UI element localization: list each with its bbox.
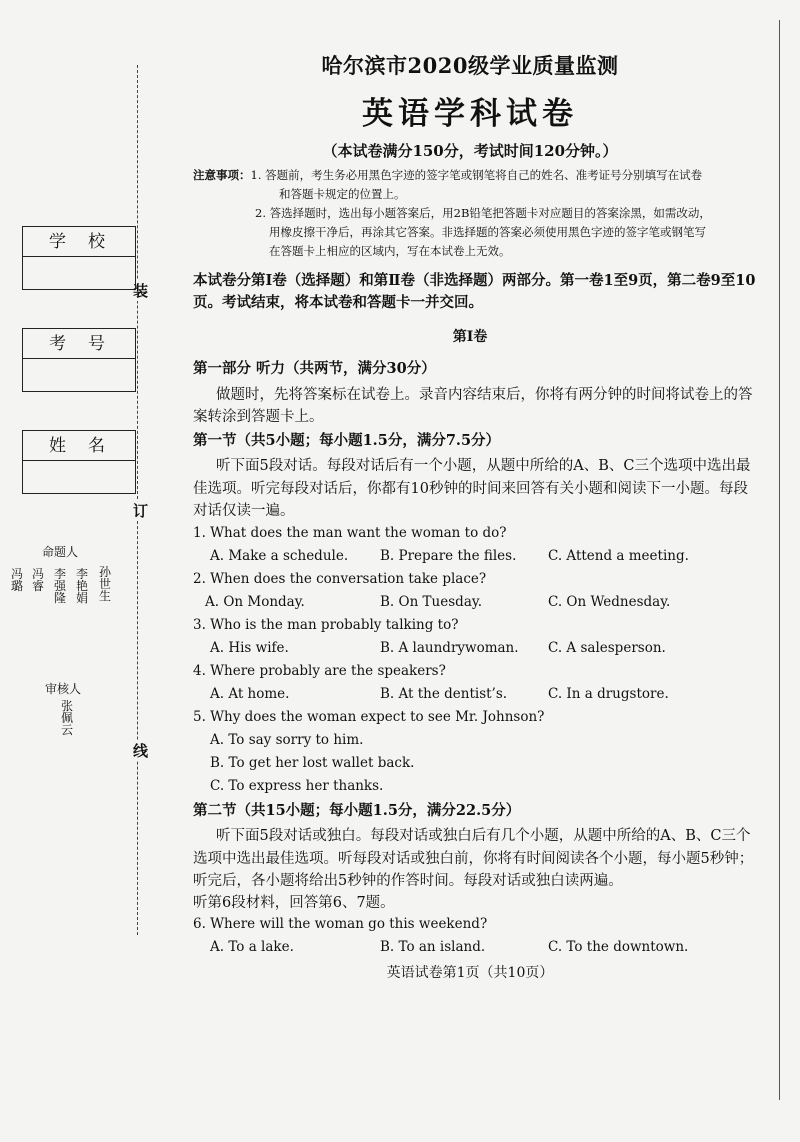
author-3: 李强隆 xyxy=(53,567,66,605)
q6-option-c: C. To the downtown. xyxy=(548,939,689,955)
note-2b: 用橡皮擦干净后，再涂其它答案。非选择题的答案必须使用黑色字迹的签字笔或钢笔写 xyxy=(269,225,706,239)
note-1b: 和答题卡规定的位置上。 xyxy=(279,187,406,201)
part1-desc-2: 案转涂到答题卡上。 xyxy=(193,409,324,425)
volume-heading: 第Ⅰ卷 xyxy=(452,329,488,345)
q6-option-b: B. To an island. xyxy=(380,939,486,955)
note-1a: 1. 答题前，考生务必用黑色字迹的签字笔或钢笔将自己的姓名、准考证号分别填写在试卷 xyxy=(250,168,703,182)
name-box xyxy=(22,430,136,494)
school-box xyxy=(22,226,136,290)
intro-line-2: 页。考试结束，将本试卷和答题卡一并交回。 xyxy=(193,294,483,311)
binding-char-zhuang: 装 xyxy=(133,282,149,300)
sec2-desc-3: 听完后，各小题将给出5秒钟的作答时间。每段对话或独白读两遍。 xyxy=(193,873,623,889)
sec1-desc-1: 听下面5段对话。每段对话后有一个小题，从题中所给的A、B、C三个选项中选出最 xyxy=(216,458,751,474)
q3-option-a: A. His wife. xyxy=(210,640,289,656)
q2-option-b: B. On Tuesday. xyxy=(380,594,482,610)
name-label: 姓名 xyxy=(23,431,135,461)
q1-option-b: B. Prepare the files. xyxy=(380,548,517,564)
q1-option-a: A. Make a schedule. xyxy=(210,548,349,564)
intro-line-1: 本试卷分第Ⅰ卷（选择题）和第Ⅱ卷（非选择题）两部分。第一卷1至9页，第二卷9至10 xyxy=(193,272,756,289)
q2-option-a: A. On Monday. xyxy=(205,594,305,610)
q5-option-a: A. To say sorry to him. xyxy=(210,732,364,748)
question-2: 2. When does the conversation take place? xyxy=(193,571,487,587)
q3-option-b: B. A laundrywoman. xyxy=(380,640,519,656)
q4-option-c: C. In a drugstore. xyxy=(548,686,669,702)
reviewer-label: 审核人 xyxy=(45,682,82,696)
exam-title: 哈尔滨市2020级学业质量监测 xyxy=(321,53,619,78)
q4-option-a: A. At home. xyxy=(210,686,290,702)
q3-option-c: C. A salesperson. xyxy=(548,640,666,656)
q1-option-c: C. Attend a meeting. xyxy=(548,548,689,564)
part1-title: 第一部分 听力（共两节，满分30分） xyxy=(193,360,436,377)
notes-block xyxy=(193,166,763,261)
exam-number-box xyxy=(22,328,136,392)
reviewer-name: 张佩云 xyxy=(60,699,73,737)
page-footer: 英语试卷第1页（共10页） xyxy=(386,965,554,981)
q6-option-a: A. To a lake. xyxy=(210,939,294,955)
question-3: 3. Who is the man probably talking to? xyxy=(193,617,459,633)
note-2c: 在答题卡上相应的区域内，写在本试卷上无效。 xyxy=(269,244,511,258)
exam-meta: （本试卷满分150分，考试时间120分钟。） xyxy=(322,142,618,160)
scan-edge-line xyxy=(779,20,780,1100)
sec1-desc-2: 佳选项。听完每段对话后，你都有10秒钟的时间来回答有关小题和阅读下一小题。每段 xyxy=(193,481,748,497)
part1-desc-1: 做题时，先将答案标在试卷上。录音内容结束后，你将有两分钟的时间将试卷上的答 xyxy=(216,387,753,403)
sec1-desc-3: 对话仅读一遍。 xyxy=(193,503,295,519)
name-field[interactable] xyxy=(23,461,135,493)
binding-char-xian: 线 xyxy=(133,742,149,760)
q4-option-b: B. At the dentist’s. xyxy=(380,686,508,702)
binding-char-ding: 订 xyxy=(133,502,149,520)
authors-label: 命题人 xyxy=(42,545,79,559)
subject-title: 英语学科试卷 xyxy=(362,96,578,132)
school-field[interactable] xyxy=(23,257,135,289)
school-label: 学校 xyxy=(23,227,135,257)
question-5: 5. Why does the woman expect to see Mr. Johnson? xyxy=(193,709,545,725)
sec2-desc-4: 听第6段材料，回答第6、7题。 xyxy=(193,895,395,911)
author-2: 冯睿 xyxy=(31,567,44,593)
q2-option-c: C. On Wednesday. xyxy=(548,594,671,610)
question-6: 6. Where will the woman go this weekend? xyxy=(193,916,488,932)
notes-label: 注意事项： xyxy=(193,168,251,182)
q5-option-c: C. To express her thanks. xyxy=(210,778,384,794)
author-1: 冯璐 xyxy=(10,567,23,593)
sec2-desc-2: 选项中选出最佳选项。听每段对话或独白前，你将有时间阅读各个小题，每小题5秒钟； xyxy=(193,851,754,867)
exam-number-label: 考号 xyxy=(23,329,135,359)
author-4: 李艳娟 xyxy=(75,567,88,605)
exam-number-field[interactable] xyxy=(23,359,135,391)
sec1-title: 第一节（共5小题；每小题1.5分，满分7.5分） xyxy=(193,432,501,449)
note-2a: 2. 答选择题时，选出每小题答案后，用2B铅笔把答题卡对应题目的答案涂黑，如需改动， xyxy=(255,206,711,220)
sec2-title: 第二节（共15小题；每小题1.5分，满分22.5分） xyxy=(193,802,521,819)
question-4: 4. Where probably are the speakers? xyxy=(193,663,446,679)
author-5: 孙世生 xyxy=(98,565,111,603)
question-1: 1. What does the man want the woman to do? xyxy=(193,525,507,541)
sec2-desc-1: 听下面5段对话或独白。每段对话或独白后有几个小题，从题中所给的A、B、C三个 xyxy=(216,828,751,844)
q5-option-b: B. To get her lost wallet back. xyxy=(210,755,415,771)
